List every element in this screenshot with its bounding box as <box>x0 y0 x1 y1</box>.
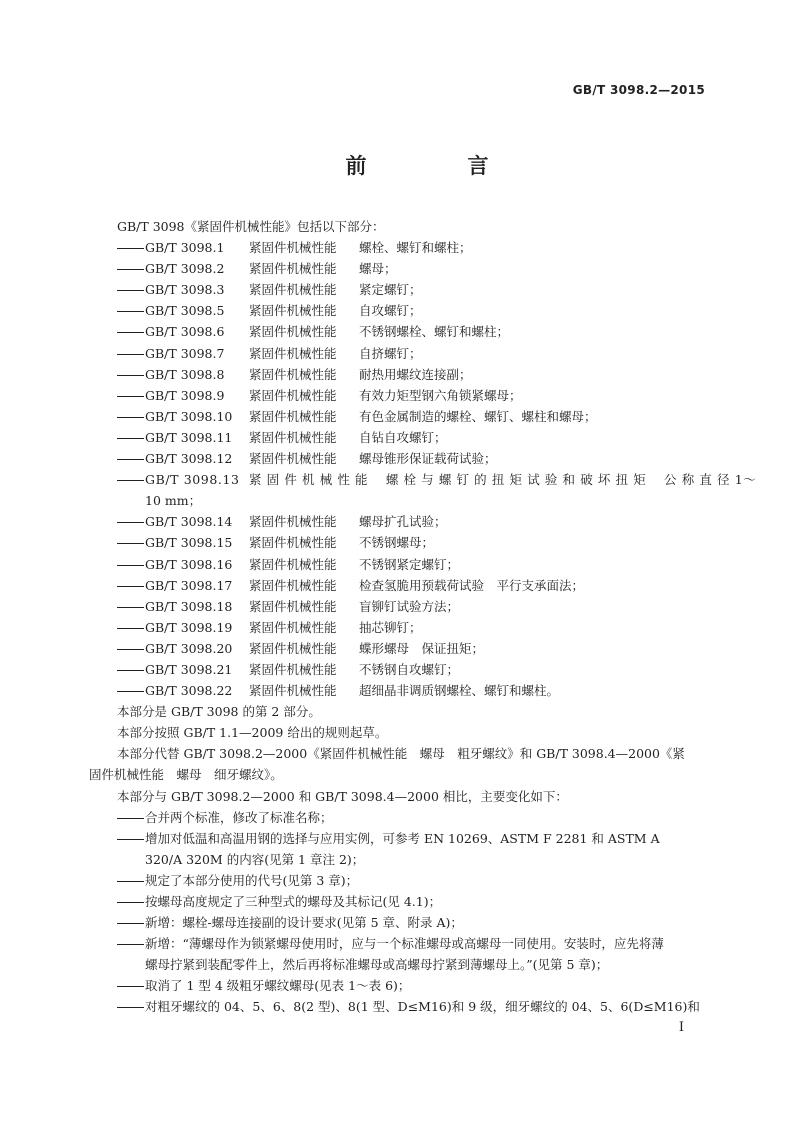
em-dash <box>117 269 145 270</box>
part-code: GB/T 3098.20 <box>145 640 233 656</box>
part-code: GB/T 3098.12 <box>145 451 233 467</box>
em-dash <box>117 438 145 439</box>
part-description: 不锈钢螺栓、螺钉和螺柱； <box>359 324 510 340</box>
part-series-name: 紧固件机械性能 <box>249 661 337 677</box>
part-code: GB/T 3098.19 <box>145 619 233 635</box>
part-description: 有色金属制造的螺栓、螺钉、螺柱和螺母； <box>359 408 597 424</box>
change-text: 按螺母高度规定了三种型式的螺母及其标记(见 4.1)； <box>145 894 442 909</box>
em-dash <box>117 311 145 312</box>
part-code: GB/T 3098.18 <box>145 598 233 614</box>
list-item-continuation <box>117 490 707 511</box>
list-item <box>117 385 707 406</box>
paragraph: 本部分是 GB/T 3098 的第 2 部分。 <box>117 704 321 720</box>
change-text: 增加对低温和高温用钢的选择与应用实例，可参考 EN 10269、ASTM F 2281 和 ASTM A <box>145 830 660 846</box>
part-series-name: 紧固件机械性能 <box>249 640 337 656</box>
part-description: 自攻螺钉； <box>359 303 422 319</box>
list-item <box>117 575 707 596</box>
list-item <box>117 427 707 448</box>
list-item <box>117 596 707 617</box>
part-description: 螺母； <box>359 261 397 277</box>
em-dash <box>117 354 145 355</box>
part-series-name: 紧固件机械性能 <box>249 345 337 361</box>
part-series-name: 紧固件机械性能 <box>249 619 337 635</box>
part-series-name: 紧固件机械性能 <box>249 577 337 593</box>
change-text: 螺母拧紧到装配零件上，然后再将标准螺母或高螺母拧紧到薄螺母上。”(见第 5 章)； <box>145 957 609 973</box>
list-item <box>117 554 707 575</box>
em-dash <box>117 522 145 523</box>
list-item <box>117 237 707 258</box>
part-series-name: 紧固件机械性能 <box>249 282 337 298</box>
em-dash <box>117 1007 145 1008</box>
part-series-name: 紧固件机械性能 <box>249 324 337 340</box>
em-dash <box>117 628 145 629</box>
part-series-name: 紧固件机械性能 <box>249 535 337 551</box>
list-item <box>117 511 707 532</box>
list-item <box>117 469 757 490</box>
list-item <box>117 638 707 659</box>
change-item-continuation <box>117 849 707 870</box>
list-item <box>117 343 707 364</box>
part-code: GB/T 3098.15 <box>145 535 233 551</box>
em-dash <box>117 565 145 566</box>
part-code: GB/T 3098.9 <box>145 387 225 403</box>
change-item <box>117 870 707 891</box>
change-item <box>117 975 707 996</box>
part-code: GB/T 3098.21 <box>145 661 233 677</box>
part-series-name: 紧固件机械性能 <box>249 366 337 382</box>
part-description: 不锈钢自攻螺钉； <box>359 661 460 677</box>
list-item <box>117 532 707 553</box>
em-dash <box>117 248 145 249</box>
part-code: GB/T 3098.13 <box>145 472 240 488</box>
change-item <box>117 828 707 849</box>
document-id: GB/T 3098.2—2015 <box>572 83 705 97</box>
part-description: 紧 固 件 机 械 性 能 螺 栓 与 螺 钉 的 扭 矩 试 验 和 破 坏 扭 矩 公 称 直 径 1～ <box>249 472 757 488</box>
list-item <box>117 300 707 321</box>
parts-list <box>117 511 707 701</box>
change-text: 规定了本部分使用的代号(见第 3 章)； <box>145 872 359 888</box>
part-description: 螺母扩孔试验； <box>359 514 447 530</box>
paragraph: 本部分按照 GB/T 1.1—2009 给出的规则起草。 <box>117 725 388 741</box>
paragraph: 本部分代替 GB/T 3098.2—2000《紧固件机械性能 螺母 粗牙螺纹》和 GB/T 3098.4—2000《紧 <box>117 746 685 762</box>
list-item <box>117 659 707 680</box>
em-dash <box>117 670 145 671</box>
part-description: 不锈钢螺母； <box>359 535 435 551</box>
list-item <box>117 680 707 701</box>
change-text: 取消了 1 型 4 级粗牙螺纹螺母(见表 1～表 6)； <box>145 978 411 994</box>
part-code: GB/T 3098.8 <box>145 366 225 382</box>
part-code: GB/T 3098.6 <box>145 324 225 340</box>
em-dash <box>117 543 145 544</box>
part-code: GB/T 3098.17 <box>145 577 233 593</box>
em-dash <box>117 691 145 692</box>
em-dash <box>117 396 145 397</box>
em-dash <box>117 649 145 650</box>
em-dash <box>117 459 145 460</box>
em-dash <box>117 375 145 376</box>
em-dash <box>117 902 145 903</box>
part-code: GB/T 3098.5 <box>145 303 225 319</box>
change-item-continuation <box>117 954 707 975</box>
em-dash <box>117 290 145 291</box>
part-description: 超细晶非调质钢螺栓、螺钉和螺柱。 <box>359 683 560 699</box>
part-code: GB/T 3098.3 <box>145 282 225 298</box>
part-series-name: 紧固件机械性能 <box>249 451 337 467</box>
part-description: 不锈钢紧定螺钉； <box>359 556 460 572</box>
em-dash <box>117 417 145 418</box>
list-item <box>117 258 707 279</box>
part-series-name: 紧固件机械性能 <box>249 303 337 319</box>
change-item <box>117 933 707 954</box>
part-series-name: 紧固件机械性能 <box>249 429 337 445</box>
parts-list <box>117 237 707 469</box>
change-text: 对粗牙螺纹的 04、5、6、8(2 型)、8(1 型、D≤M16)和 9 级，细牙螺纹的 04、5、6(D≤M16)和 <box>145 999 700 1015</box>
part-description-continued: 10 mm； <box>145 493 202 509</box>
intro-text: GB/T 3098《紧固件机械性能》包括以下部分： <box>117 219 385 234</box>
list-item <box>117 364 707 385</box>
em-dash <box>117 480 145 481</box>
part-description: 自挤螺钉； <box>359 345 422 361</box>
part-description: 检查氢脆用预载荷试验 平行支承面法； <box>359 577 585 593</box>
change-text: 新增：“薄螺母作为锁紧螺母使用时，应与一个标准螺母或高螺母一同使用。安装时，应先将薄 <box>145 936 664 952</box>
part-series-name: 紧固件机械性能 <box>249 408 337 424</box>
change-text: 新增：螺栓-螺母连接副的设计要求(见第 5 章、附录 A)； <box>145 915 463 931</box>
part-description: 盲铆钉试验方法； <box>359 598 460 614</box>
em-dash <box>117 881 145 882</box>
change-item <box>117 807 707 828</box>
change-item <box>117 912 707 933</box>
part-series-name: 紧固件机械性能 <box>249 240 337 256</box>
em-dash <box>117 944 145 945</box>
change-item <box>117 996 707 1017</box>
em-dash <box>117 923 145 924</box>
part-code: GB/T 3098.2 <box>145 261 225 277</box>
paragraph: 本部分与 GB/T 3098.2—2000 和 GB/T 3098.4—2000 相比，主要变化如下： <box>117 788 568 804</box>
list-item <box>117 279 707 300</box>
part-series-name: 紧固件机械性能 <box>249 556 337 572</box>
em-dash <box>117 986 145 987</box>
page-number: I <box>678 1020 684 1035</box>
list-item <box>117 448 707 469</box>
em-dash <box>117 332 145 333</box>
list-item <box>117 321 707 342</box>
part-code: GB/T 3098.10 <box>145 408 233 424</box>
part-series-name: 紧固件机械性能 <box>249 387 337 403</box>
part-description: 有效力矩型钢六角锁紧螺母； <box>359 387 522 403</box>
part-series-name: 紧固件机械性能 <box>249 598 337 614</box>
part-series-name: 紧固件机械性能 <box>249 514 337 530</box>
em-dash <box>117 607 145 608</box>
em-dash <box>117 818 145 819</box>
part-description: 自钻自攻螺钉； <box>359 429 447 445</box>
part-code: GB/T 3098.1 <box>145 240 225 256</box>
part-code: GB/T 3098.7 <box>145 345 225 361</box>
list-item <box>117 406 707 427</box>
part-code: GB/T 3098.16 <box>145 556 233 572</box>
part-code: GB/T 3098.14 <box>145 514 233 530</box>
part-description: 螺栓、螺钉和螺柱； <box>359 240 472 256</box>
list-item <box>117 617 707 638</box>
page-title: 前 言 <box>345 154 529 178</box>
change-item <box>117 891 707 912</box>
part-series-name: 紧固件机械性能 <box>249 683 337 699</box>
part-description: 耐热用螺纹连接副； <box>359 366 472 382</box>
part-series-name: 紧固件机械性能 <box>249 261 337 277</box>
em-dash <box>117 586 145 587</box>
em-dash <box>117 839 145 840</box>
part-code: GB/T 3098.22 <box>145 683 233 699</box>
change-text: 合并两个标准，修改了标准名称； <box>145 809 333 825</box>
change-text: 320/A 320M 的内容(见第 1 章注 2)； <box>145 851 365 867</box>
paragraph-text: 固件机械性能 螺母 细牙螺纹》。 <box>89 767 283 783</box>
part-code: GB/T 3098.11 <box>145 429 233 445</box>
part-description: 紧定螺钉； <box>359 282 422 298</box>
part-description: 螺母锥形保证载荷试验； <box>359 451 497 467</box>
document-body <box>89 216 757 1018</box>
paragraph-continued <box>89 764 707 785</box>
part-description: 抽芯铆钉； <box>359 619 422 635</box>
part-description: 蝶形螺母 保证扭矩； <box>359 640 485 656</box>
